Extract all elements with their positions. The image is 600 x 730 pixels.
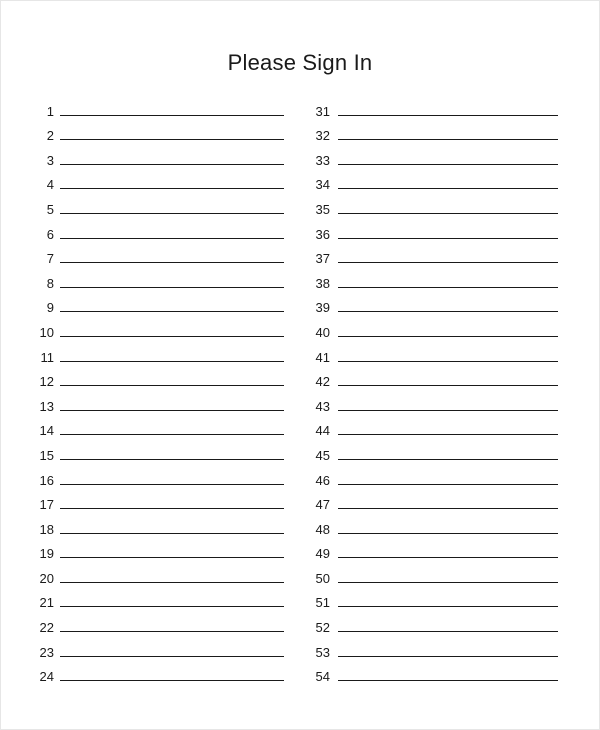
signature-line[interactable] (338, 385, 558, 386)
signin-row (28, 634, 284, 659)
signin-row (28, 216, 284, 241)
signin-row (28, 437, 284, 462)
signature-line[interactable] (338, 533, 558, 534)
signature-line[interactable] (60, 361, 284, 362)
row-number: 45 (315, 447, 330, 463)
row-number: 47 (315, 497, 330, 513)
signin-row (300, 585, 558, 610)
row-number: 31 (315, 103, 330, 119)
row-number: 53 (315, 644, 330, 660)
signin-row (28, 191, 284, 216)
signature-line[interactable] (60, 606, 284, 607)
signature-line[interactable] (338, 115, 558, 116)
signin-row (28, 290, 284, 315)
row-number: 24 (39, 669, 54, 685)
signature-line[interactable] (338, 656, 558, 657)
row-number: 2 (46, 128, 54, 144)
signature-line[interactable] (338, 238, 558, 239)
row-number: 17 (39, 497, 54, 513)
signature-line[interactable] (338, 459, 558, 460)
signature-line[interactable] (338, 557, 558, 558)
signin-row (300, 413, 558, 438)
signature-line[interactable] (338, 361, 558, 362)
signin-row (300, 265, 558, 290)
row-number: 18 (39, 521, 54, 537)
signature-line[interactable] (60, 385, 284, 386)
row-number: 44 (315, 423, 330, 439)
signature-line[interactable] (60, 188, 284, 189)
signin-row (28, 314, 284, 339)
signin-row (28, 142, 284, 167)
row-number: 3 (46, 152, 54, 168)
row-number: 23 (39, 644, 54, 660)
signature-line[interactable] (338, 188, 558, 189)
signature-line[interactable] (338, 410, 558, 411)
row-number: 37 (315, 251, 330, 267)
signin-row (300, 388, 558, 413)
signin-row (300, 609, 558, 634)
signature-line[interactable] (338, 631, 558, 632)
signin-row (300, 462, 558, 487)
signature-line[interactable] (338, 484, 558, 485)
row-number: 22 (39, 620, 54, 636)
right-signin-column (300, 93, 558, 683)
signature-line[interactable] (338, 680, 558, 681)
signin-row (28, 609, 284, 634)
signin-row (28, 511, 284, 536)
signature-line[interactable] (60, 336, 284, 337)
page-title: Please Sign In (227, 50, 373, 75)
row-number: 46 (315, 472, 330, 488)
signin-row (28, 93, 284, 118)
signin-row (28, 585, 284, 610)
row-number: 43 (315, 398, 330, 414)
signin-row (300, 560, 558, 585)
row-number: 34 (315, 177, 330, 193)
signature-line[interactable] (338, 582, 558, 583)
row-number: 19 (39, 546, 54, 562)
signature-line[interactable] (60, 164, 284, 165)
row-number: 42 (315, 374, 330, 390)
signature-line[interactable] (338, 139, 558, 140)
signin-row (28, 487, 284, 512)
row-number: 50 (315, 570, 330, 586)
signature-line[interactable] (338, 213, 558, 214)
signature-line[interactable] (60, 213, 284, 214)
signin-row (300, 142, 558, 167)
row-number: 49 (315, 546, 330, 562)
row-number: 51 (315, 595, 330, 611)
row-number: 14 (39, 423, 54, 439)
row-number: 48 (315, 521, 330, 537)
signin-row (28, 536, 284, 561)
signature-line[interactable] (60, 262, 284, 263)
row-number: 8 (46, 275, 54, 291)
signin-row (300, 634, 558, 659)
left-signin-column (28, 93, 284, 683)
row-number: 38 (315, 275, 330, 291)
signature-line[interactable] (60, 533, 284, 534)
signin-row (300, 364, 558, 389)
signature-line[interactable] (60, 139, 284, 140)
signin-row (300, 536, 558, 561)
row-number: 54 (315, 669, 330, 685)
signin-row (28, 388, 284, 413)
signature-line[interactable] (338, 287, 558, 288)
signature-line[interactable] (60, 287, 284, 288)
signin-row (300, 118, 558, 143)
signin-row (28, 167, 284, 192)
signin-row (300, 290, 558, 315)
signin-row (300, 487, 558, 512)
signature-line[interactable] (60, 557, 284, 558)
row-number: 35 (315, 201, 330, 217)
row-number: 40 (315, 324, 330, 340)
signin-row (28, 339, 284, 364)
row-number: 6 (46, 226, 54, 242)
signin-row (300, 314, 558, 339)
row-number: 12 (39, 374, 54, 390)
row-number: 7 (46, 251, 54, 267)
signin-row (300, 216, 558, 241)
signature-line[interactable] (60, 484, 284, 485)
row-number: 16 (39, 472, 54, 488)
signin-row (300, 511, 558, 536)
signature-line[interactable] (338, 606, 558, 607)
row-number: 41 (315, 349, 330, 365)
signin-row (28, 462, 284, 487)
signature-line[interactable] (338, 164, 558, 165)
signature-line[interactable] (338, 508, 558, 509)
signin-row (300, 167, 558, 192)
signin-row (300, 191, 558, 216)
signature-line[interactable] (60, 238, 284, 239)
signin-row (28, 413, 284, 438)
signin-row (28, 560, 284, 585)
signature-line[interactable] (60, 434, 284, 435)
row-number: 33 (315, 152, 330, 168)
signature-line[interactable] (338, 262, 558, 263)
row-number: 5 (46, 201, 54, 217)
row-number: 32 (315, 128, 330, 144)
row-number: 36 (315, 226, 330, 242)
row-number: 4 (46, 177, 54, 193)
row-number: 39 (315, 300, 330, 316)
signature-line[interactable] (60, 311, 284, 312)
row-number: 21 (39, 595, 54, 611)
row-number: 15 (39, 447, 54, 463)
row-number: 1 (46, 103, 54, 119)
row-number: 9 (46, 300, 54, 316)
signature-line[interactable] (338, 311, 558, 312)
signature-line[interactable] (60, 508, 284, 509)
signin-row (300, 339, 558, 364)
row-number: 10 (39, 324, 54, 340)
signature-line[interactable] (60, 631, 284, 632)
signature-line[interactable] (338, 434, 558, 435)
signin-row (28, 659, 284, 684)
signin-row (28, 265, 284, 290)
row-number: 20 (39, 570, 54, 586)
signin-row (300, 241, 558, 266)
signin-row (28, 118, 284, 143)
signature-line[interactable] (338, 336, 558, 337)
signature-line[interactable] (60, 459, 284, 460)
signature-line[interactable] (60, 410, 284, 411)
signature-line[interactable] (60, 115, 284, 116)
signature-line[interactable] (60, 582, 284, 583)
signature-line[interactable] (60, 656, 284, 657)
signin-row (300, 437, 558, 462)
row-number: 13 (39, 398, 54, 414)
row-number: 52 (315, 620, 330, 636)
signin-row (28, 241, 284, 266)
signature-line[interactable] (60, 680, 284, 681)
signin-row (300, 659, 558, 684)
signin-row (28, 364, 284, 389)
signin-row (300, 93, 558, 118)
row-number: 11 (40, 349, 54, 365)
